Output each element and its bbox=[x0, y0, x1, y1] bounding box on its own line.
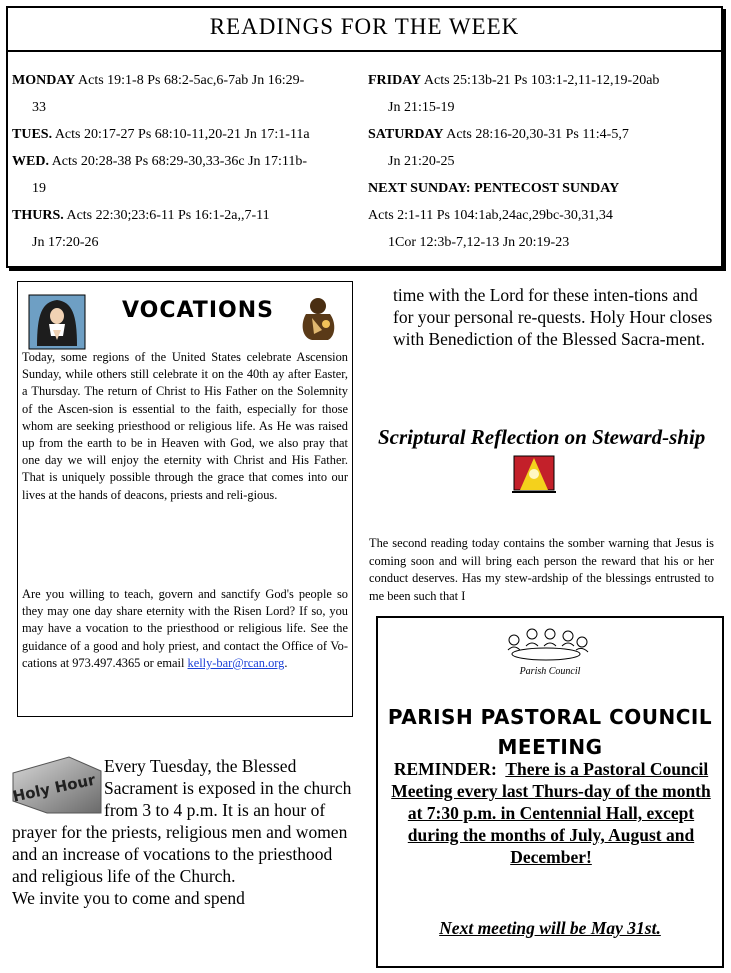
vocations-paragraph-2: Are you willing to teach, govern and sanctify God's people so they may one day share eternity with the Risen Lord? If so, you may have a vocation to the priesthood or religious life. See the guidance of a good and holy priest, and contact the Office of Vo-cations at 973.497.4365 or email kelly-bar@rcan.org. bbox=[22, 587, 348, 670]
holy-hour-continued: time with the Lord for these inten-tions and for your personal re-quests. Holy Hour closes with Benediction of the Blessed Sacra-ment. bbox=[393, 285, 713, 349]
readings-left-column: MONDAY Acts 19:1-8 Ps 68:2-5ac,6-7ab Jn 16:29- 33 TUES. Acts 20:17-27 Ps 68:10-11,20-21 Jn 17:1-11a WED. Acts 20:28-38 Ps 68:29-30,33-36c Jn 17:11b- 19 THURS. Acts 22:30;23:6-11 Ps 16:1-2a,,7-11 Jn 17:20-26 bbox=[12, 67, 364, 256]
council-next-meeting: Next meeting will be May 31st. bbox=[439, 918, 661, 938]
parish-council-box bbox=[376, 616, 724, 968]
reflection-body: The second reading today contains the somber warning that Jesus is coming soon and will bring each person the reward that his or her conduct deserves. Has my stew-ardship of the blessings entrusted to me been such that I bbox=[369, 536, 714, 603]
vocations-email-link[interactable]: kelly-bar@rcan.org bbox=[187, 655, 285, 670]
council-reminder: REMINDER: There is a Pastoral Council Meeting every last Thurs-day of the month at 7:30 p.m. in Centennial Hall, except during the months of July, August and December! bbox=[391, 759, 711, 867]
readings-right-column: FRIDAY Acts 25:13b-21 Ps 103:1-2,11-12,19-20ab Jn 21:15-19 SATURDAY Acts 28:16-20,30-31 Ps 11:4-5,7 Jn 21:20-25 NEXT SUNDAY: PENTECOST SUNDAY Acts 2:1-11 Ps 104:1ab,24ac,29bc-30,31,34 1Cor 12:3b-7,12-13 Jn 20:19-23 bbox=[368, 67, 718, 256]
reading-monday: MONDAY Acts 19:1-8 Ps 68:2-5ac,6-7ab Jn 16:29- bbox=[12, 73, 305, 88]
reading-wednesday: WED. Acts 20:28-38 Ps 68:29-30,33-36c Jn 17:11b- bbox=[12, 154, 308, 169]
praying-figure-icon bbox=[292, 294, 344, 342]
reading-friday: FRIDAY Acts 25:13b-21 Ps 103:1-2,11-12,19-20ab bbox=[368, 73, 660, 88]
reading-thursday: THURS. Acts 22:30;23:6-11 Ps 16:1-2a,,7-11 bbox=[12, 208, 270, 223]
parish-council-caption: Parish Council bbox=[519, 666, 581, 677]
parish-council-logo bbox=[484, 626, 608, 666]
holy-hour-text: Every Tuesday, the Blessed Sacrament is exposed in the church from 3 to 4 p.m. It is an hour of prayer for the priests, religious men and women and an increase of vocations to the priesthood and religious life of the Church. We invite you to come and spend bbox=[12, 756, 352, 908]
holy-hour-logo-text: Holy Hour bbox=[11, 770, 97, 806]
reflection-title: Scriptural Reflection on Steward-ship bbox=[378, 425, 706, 449]
vocations-title: VOCATIONS bbox=[122, 298, 274, 323]
reading-next-sunday: NEXT SUNDAY: PENTECOST SUNDAY bbox=[368, 181, 620, 196]
praying-nun-icon bbox=[28, 294, 86, 350]
stewardship-icon bbox=[510, 448, 558, 494]
reading-saturday: SATURDAY Acts 28:16-20,30-31 Ps 11:4-5,7 bbox=[368, 127, 629, 142]
vocations-box bbox=[17, 281, 353, 717]
readings-box bbox=[6, 6, 723, 268]
readings-title: READINGS FOR THE WEEK bbox=[8, 8, 721, 52]
council-heading: PARISH PASTORAL COUNCIL MEETING bbox=[387, 705, 713, 759]
reading-tuesday: TUES. Acts 20:17-27 Ps 68:10-11,20-21 Jn 17:1-11a bbox=[12, 127, 310, 142]
vocations-paragraph-1: Today, some regions of the United States celebrate Ascension Sunday, while others still celebrate it on the 40th ay after Easter, a Thursday. The return of Christ to His Father on the Solemnity of the Ascen-sion is essential to the faith, especially for those whom are seeking priesthood or religious life. As He was raised up from the earth to be in Heaven with God, we also pray that one day we will enjoy the eternity with Christ and His Father. That is uniquely possible through the grace that comes into our lives at the hands of deacons, priests and reli-gious. bbox=[22, 350, 348, 502]
